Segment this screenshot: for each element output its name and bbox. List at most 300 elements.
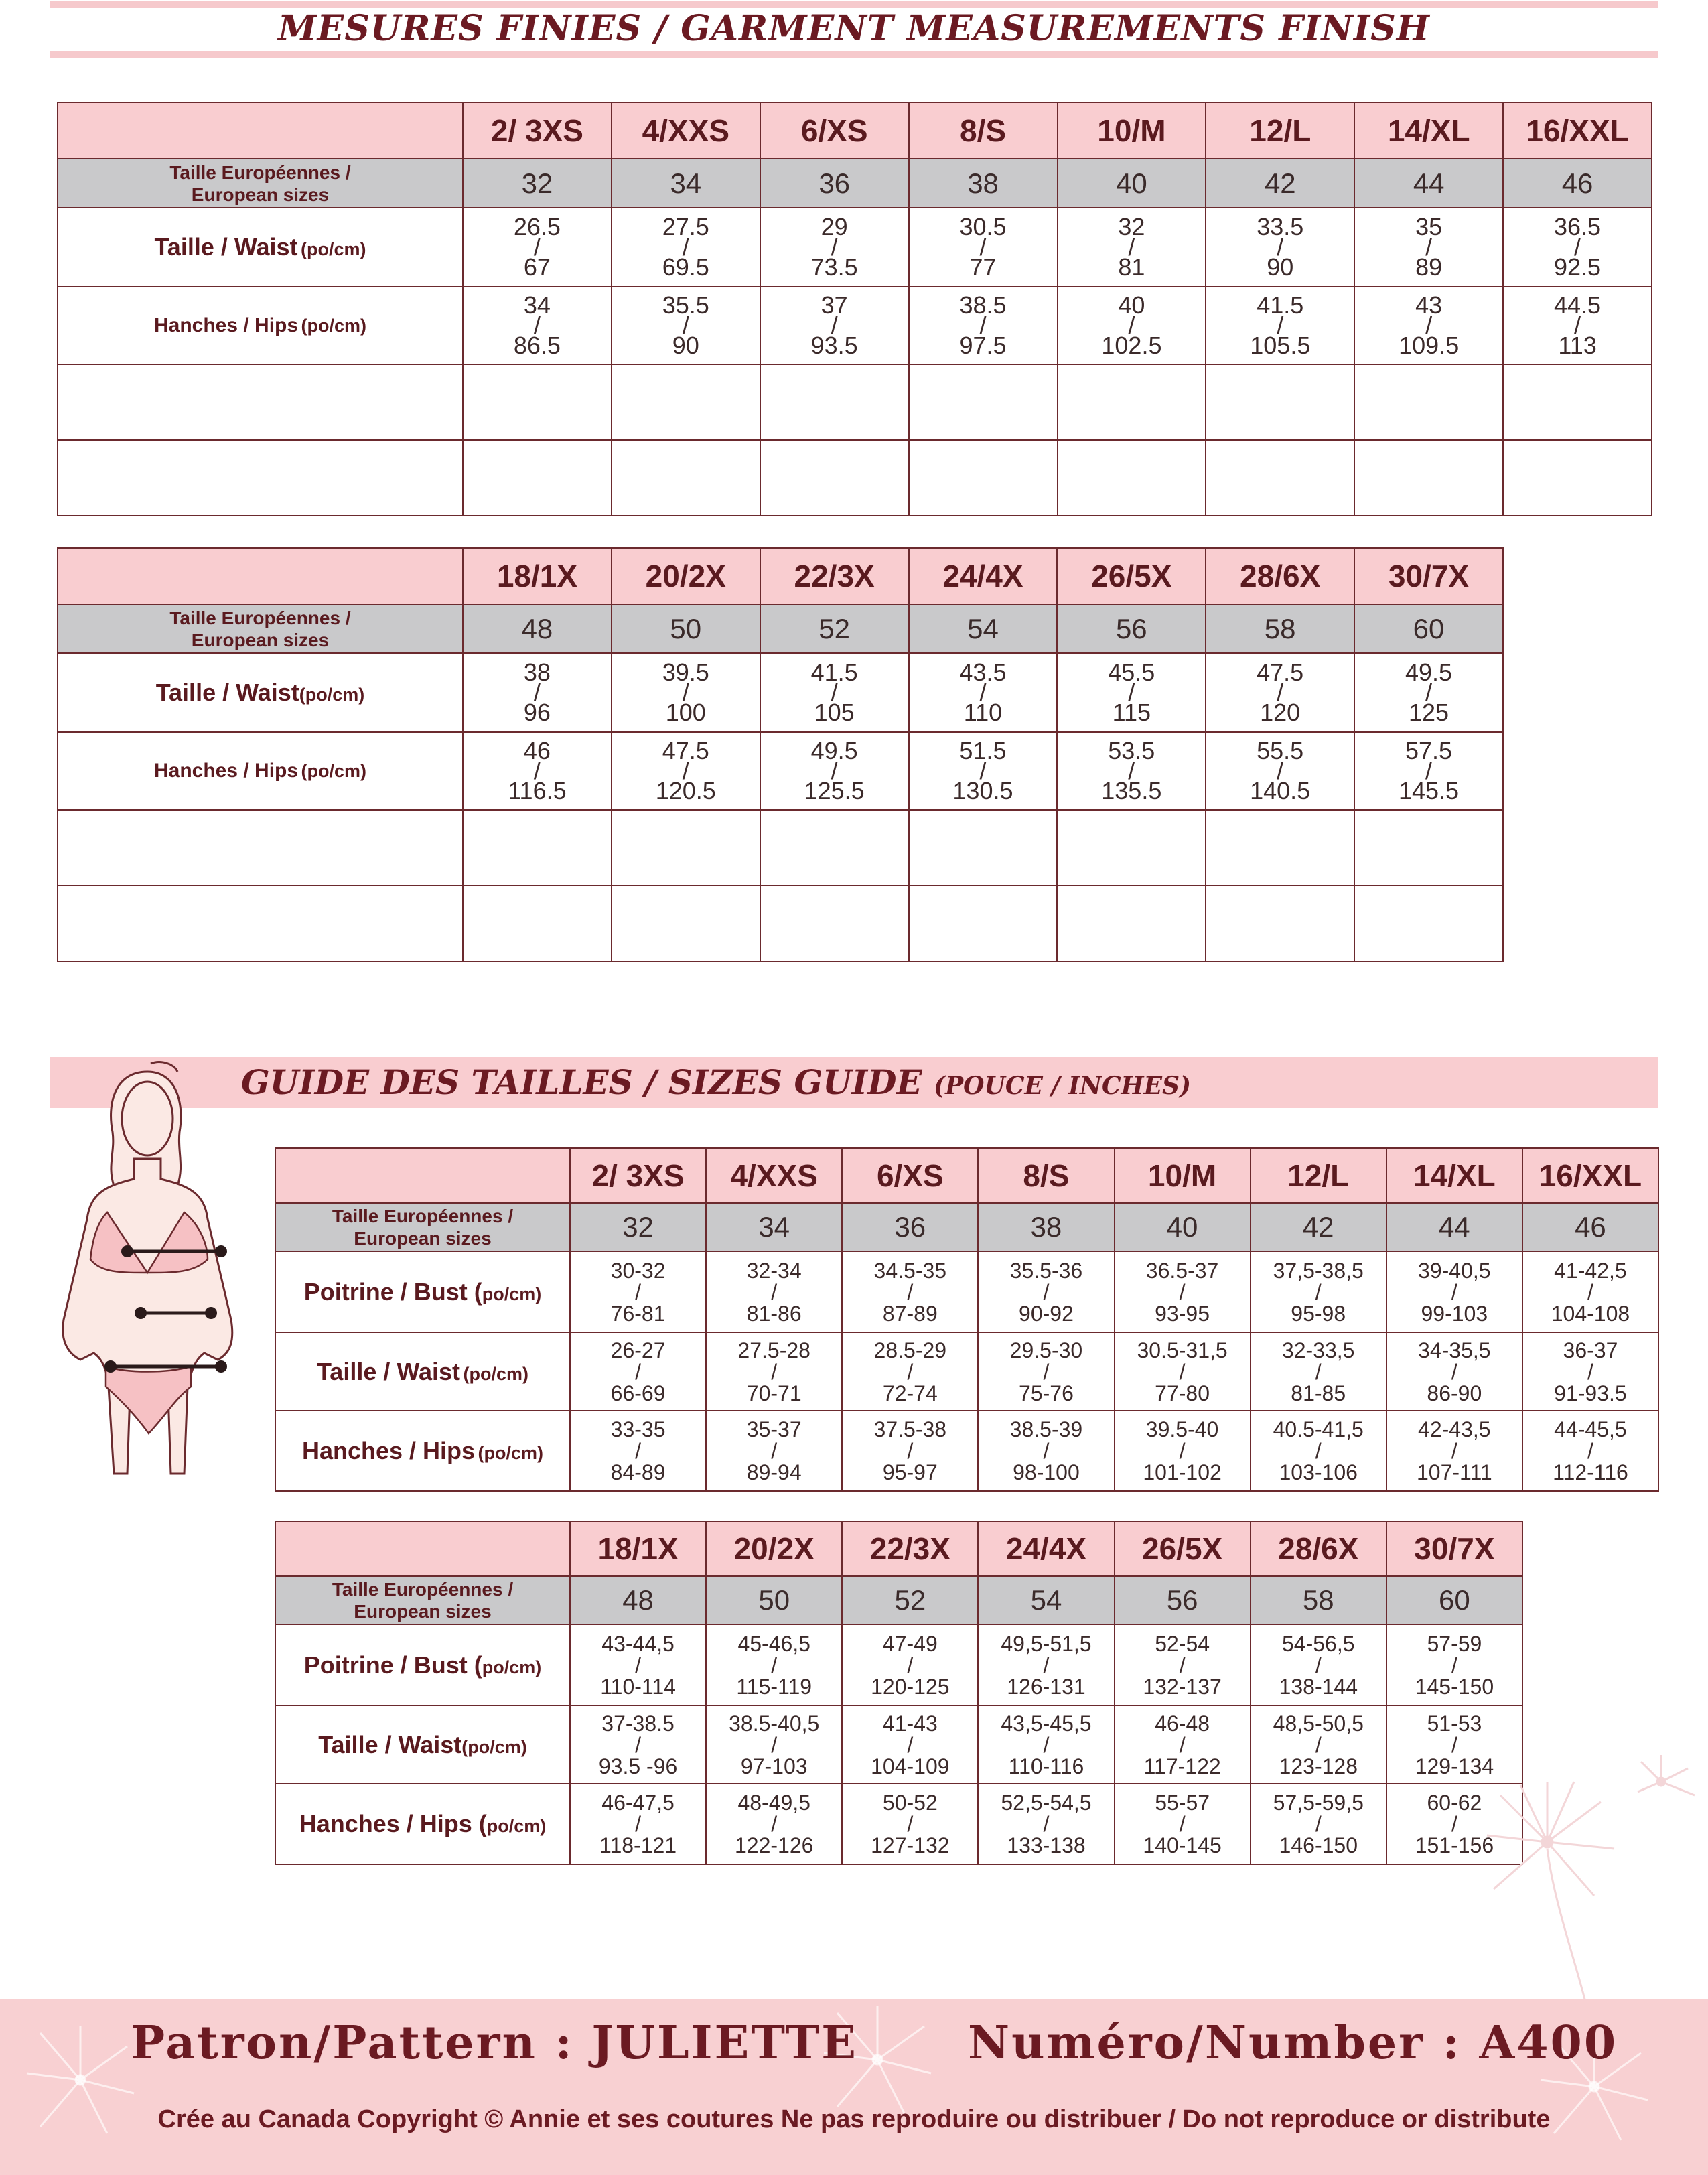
hips-cell bbox=[706, 1411, 842, 1491]
eu-size-cell: 38 bbox=[978, 1203, 1114, 1251]
value-bottom: 95-98 bbox=[1291, 1301, 1346, 1326]
value-separator: / bbox=[635, 1439, 641, 1463]
value-bottom: 132-137 bbox=[1143, 1674, 1222, 1699]
value-separator: / bbox=[682, 233, 689, 261]
value-separator: / bbox=[1587, 1359, 1593, 1384]
size-header: 22/3X bbox=[760, 548, 909, 604]
size-header: 18/1X bbox=[463, 548, 612, 604]
waist-label: Taille / Waist (po/cm) bbox=[275, 1332, 570, 1411]
size-header: 2/ 3XS bbox=[463, 102, 612, 159]
value-top: 54-56,5 bbox=[1282, 1631, 1355, 1656]
size-header: 16/XXL bbox=[1503, 102, 1652, 159]
value-bottom: 140-145 bbox=[1143, 1833, 1222, 1857]
empty-cell bbox=[1206, 886, 1354, 961]
size-header: 24/4X bbox=[909, 548, 1058, 604]
size-header: 6/XS bbox=[760, 102, 909, 159]
value-bottom: 95-97 bbox=[882, 1460, 938, 1484]
value-separator: / bbox=[1315, 1812, 1322, 1836]
value-bottom: 138-144 bbox=[1279, 1674, 1358, 1699]
value-top: 57,5-59,5 bbox=[1273, 1791, 1364, 1815]
empty-cell bbox=[1057, 886, 1206, 961]
value-top: 47.5 bbox=[662, 737, 709, 764]
value-top: 39.5-40 bbox=[1145, 1417, 1219, 1442]
empty-cell bbox=[612, 886, 760, 961]
value-separator: / bbox=[1179, 1732, 1186, 1757]
value-bottom: 87-89 bbox=[882, 1301, 938, 1326]
value-bottom: 90-92 bbox=[1019, 1301, 1074, 1326]
waist-cell bbox=[1251, 1705, 1386, 1784]
empty-cell bbox=[760, 440, 909, 516]
value-separator: / bbox=[831, 311, 838, 339]
empty-cell bbox=[909, 810, 1058, 886]
value-top: 27.5 bbox=[662, 213, 709, 240]
copyright-notice: Crée au Canada Copyright © Annie et ses coutures Ne pas reproduire ou distribuer / Do not reproduce or distribute bbox=[157, 2105, 1551, 2133]
value-bottom: 123-128 bbox=[1279, 1754, 1358, 1778]
value-separator: / bbox=[907, 1653, 914, 1677]
value-top: 55.5 bbox=[1257, 737, 1304, 764]
hips-cell bbox=[760, 732, 909, 810]
value-separator: / bbox=[771, 1653, 778, 1677]
value-separator: / bbox=[1315, 1653, 1322, 1677]
empty-cell bbox=[1206, 364, 1354, 440]
eu-size-cell: 42 bbox=[1206, 159, 1354, 208]
value-top: 26-27 bbox=[610, 1338, 666, 1362]
value-top: 37.5-38 bbox=[873, 1417, 947, 1442]
hips-cell bbox=[1115, 1411, 1251, 1491]
value-top: 43,5-45,5 bbox=[1001, 1711, 1092, 1736]
eu-size-cell: 60 bbox=[1354, 604, 1503, 653]
page-title: MESURES FINIES / GARMENT MEASUREMENTS FINISH bbox=[278, 8, 1430, 49]
empty-cell bbox=[463, 810, 612, 886]
hips-label: Hanches / Hips (po/cm) bbox=[275, 1411, 570, 1491]
waist-cell bbox=[1354, 653, 1503, 732]
top-rule-2 bbox=[50, 51, 1658, 58]
hips-cell bbox=[463, 732, 612, 810]
value-top: 43 bbox=[1415, 291, 1443, 319]
bust-cell bbox=[978, 1624, 1114, 1705]
value-separator: / bbox=[771, 1732, 778, 1757]
hips-label: Hanches / Hips (po/cm) bbox=[58, 287, 463, 364]
hips-label: Hanches / Hips (po/cm) bbox=[275, 1784, 570, 1864]
hips-cell bbox=[1251, 1784, 1386, 1864]
value-top: 43-44,5 bbox=[601, 1631, 674, 1656]
value-separator: / bbox=[1277, 233, 1284, 261]
size-header: 30/7X bbox=[1386, 1521, 1522, 1576]
value-bottom: 93.5 bbox=[810, 332, 858, 359]
guide-table-1 bbox=[275, 1147, 1659, 1492]
value-bottom: 107-111 bbox=[1416, 1460, 1492, 1484]
value-separator: / bbox=[1451, 1279, 1457, 1304]
value-top: 37 bbox=[821, 291, 848, 319]
empty-cell bbox=[1206, 810, 1354, 886]
value-separator: / bbox=[771, 1359, 778, 1384]
value-bottom: 115-119 bbox=[736, 1674, 812, 1699]
size-header: 20/2X bbox=[706, 1521, 842, 1576]
value-bottom: 125 bbox=[1408, 699, 1449, 726]
value-separator: / bbox=[1179, 1653, 1186, 1677]
value-separator: / bbox=[1043, 1653, 1050, 1677]
value-bottom: 97-103 bbox=[740, 1754, 808, 1778]
value-bottom: 112-116 bbox=[1553, 1460, 1628, 1484]
value-separator: / bbox=[1277, 679, 1284, 706]
value-separator: / bbox=[1179, 1812, 1186, 1836]
value-top: 55-57 bbox=[1155, 1791, 1210, 1815]
size-header: 8/S bbox=[978, 1148, 1114, 1203]
size-header: 26/5X bbox=[1057, 548, 1206, 604]
size-header: 26/5X bbox=[1115, 1521, 1251, 1576]
dandelion-decoration bbox=[1373, 1755, 1708, 2010]
pattern-number: Numéro/Number : A400 bbox=[968, 2016, 1618, 2070]
value-separator: / bbox=[907, 1439, 914, 1463]
eu-size-cell: 52 bbox=[842, 1576, 978, 1624]
value-separator: / bbox=[1315, 1439, 1322, 1463]
value-top: 49.5 bbox=[810, 737, 858, 764]
size-header: 10/M bbox=[1115, 1148, 1251, 1203]
value-top: 35.5-36 bbox=[1009, 1258, 1083, 1283]
header-corner bbox=[275, 1148, 570, 1203]
bust-cell bbox=[1115, 1251, 1251, 1332]
bust-cell bbox=[1115, 1624, 1251, 1705]
value-top: 38.5-39 bbox=[1009, 1417, 1083, 1442]
value-top: 49,5-51,5 bbox=[1001, 1631, 1092, 1656]
value-separator: / bbox=[1128, 679, 1135, 706]
bust-cell bbox=[1251, 1624, 1386, 1705]
value-top: 44.5 bbox=[1554, 291, 1602, 319]
hips-cell bbox=[1354, 732, 1503, 810]
value-separator: / bbox=[907, 1732, 914, 1757]
empty-row-label bbox=[58, 440, 463, 516]
size-header: 28/6X bbox=[1206, 548, 1354, 604]
value-top: 36-37 bbox=[1563, 1338, 1618, 1362]
bust-cell bbox=[1386, 1624, 1522, 1705]
waist-cell bbox=[760, 653, 909, 732]
value-bottom: 145.5 bbox=[1398, 777, 1460, 804]
value-separator: / bbox=[1425, 679, 1432, 706]
waist-cell bbox=[1206, 208, 1354, 287]
value-top: 49.5 bbox=[1405, 658, 1453, 686]
value-separator: / bbox=[1315, 1279, 1322, 1304]
value-separator: / bbox=[1451, 1732, 1457, 1757]
value-top: 57-59 bbox=[1427, 1631, 1482, 1656]
value-bottom: 130.5 bbox=[952, 777, 1013, 804]
value-top: 34 bbox=[523, 291, 551, 319]
waist-cell bbox=[1115, 1332, 1251, 1411]
value-bottom: 116.5 bbox=[508, 777, 567, 804]
value-bottom: 99-103 bbox=[1421, 1301, 1488, 1326]
waist-cell bbox=[570, 1705, 706, 1784]
empty-cell bbox=[760, 886, 909, 961]
hips-cell bbox=[909, 287, 1058, 364]
value-separator: / bbox=[682, 757, 689, 784]
value-separator: / bbox=[979, 311, 987, 339]
value-bottom: 72-74 bbox=[882, 1381, 938, 1405]
empty-row-label bbox=[58, 364, 463, 440]
waist-cell bbox=[612, 653, 760, 732]
value-bottom: 69.5 bbox=[662, 253, 709, 281]
size-header: 2/ 3XS bbox=[570, 1148, 706, 1203]
hips-cell bbox=[706, 1784, 842, 1864]
value-separator: / bbox=[979, 679, 987, 706]
waist-cell bbox=[1206, 653, 1354, 732]
finished-table-1 bbox=[57, 102, 1652, 516]
empty-cell bbox=[909, 886, 1058, 961]
value-separator: / bbox=[1128, 311, 1135, 339]
value-separator: / bbox=[1277, 311, 1284, 339]
eu-size-cell: 34 bbox=[612, 159, 760, 208]
value-top: 57.5 bbox=[1405, 737, 1453, 764]
eu-size-cell: 32 bbox=[463, 159, 612, 208]
value-bottom: 97.5 bbox=[959, 332, 1007, 359]
value-bottom: 109.5 bbox=[1399, 332, 1460, 359]
size-header: 12/L bbox=[1206, 102, 1354, 159]
value-bottom: 100 bbox=[665, 699, 706, 726]
size-header: 12/L bbox=[1251, 1148, 1386, 1203]
hips-cell bbox=[842, 1411, 978, 1491]
empty-cell bbox=[760, 810, 909, 886]
value-separator: / bbox=[831, 679, 838, 706]
empty-cell bbox=[612, 810, 760, 886]
eu-size-cell: 56 bbox=[1115, 1576, 1251, 1624]
header-corner bbox=[275, 1521, 570, 1576]
value-top: 35.5 bbox=[662, 291, 709, 319]
value-bottom: 89 bbox=[1415, 253, 1443, 281]
value-bottom: 81-86 bbox=[746, 1301, 802, 1326]
value-top: 33-35 bbox=[610, 1417, 666, 1442]
value-top: 45.5 bbox=[1108, 658, 1155, 686]
value-separator: / bbox=[533, 311, 541, 339]
value-top: 30.5 bbox=[959, 213, 1007, 240]
size-header: 22/3X bbox=[842, 1521, 978, 1576]
value-bottom: 98-100 bbox=[1013, 1460, 1080, 1484]
hips-cell bbox=[1206, 287, 1354, 364]
empty-cell bbox=[1354, 810, 1503, 886]
pattern-name: Patron/Pattern : JULIETTE bbox=[131, 2016, 858, 2070]
value-top: 40 bbox=[1118, 291, 1145, 319]
waist-cell bbox=[1354, 208, 1503, 287]
value-separator: / bbox=[1128, 757, 1135, 784]
empty-cell bbox=[1058, 364, 1206, 440]
value-top: 37-38.5 bbox=[601, 1711, 674, 1736]
value-bottom: 90 bbox=[1267, 253, 1294, 281]
value-separator: / bbox=[1179, 1279, 1186, 1304]
value-bottom: 140.5 bbox=[1250, 777, 1311, 804]
value-bottom: 125.5 bbox=[804, 777, 865, 804]
value-separator: / bbox=[635, 1732, 642, 1757]
size-header: 4/XXS bbox=[612, 102, 760, 159]
value-bottom: 101-102 bbox=[1143, 1460, 1222, 1484]
value-separator: / bbox=[533, 757, 541, 784]
empty-cell bbox=[463, 440, 612, 516]
empty-cell bbox=[1354, 886, 1503, 961]
waist-cell bbox=[1057, 653, 1206, 732]
empty-row-label bbox=[58, 810, 463, 886]
empty-cell bbox=[1206, 440, 1354, 516]
hips-cell bbox=[1057, 732, 1206, 810]
empty-cell bbox=[1503, 364, 1652, 440]
value-bottom: 113 bbox=[1558, 332, 1597, 359]
value-top: 30-32 bbox=[610, 1258, 666, 1283]
value-bottom: 93.5 -96 bbox=[598, 1754, 678, 1778]
value-top: 41.5 bbox=[810, 658, 858, 686]
empty-cell bbox=[463, 886, 612, 961]
eu-size-cell: 50 bbox=[612, 604, 760, 653]
value-bottom: 70-71 bbox=[746, 1381, 802, 1405]
bust-cell bbox=[706, 1251, 842, 1332]
header-corner bbox=[58, 548, 463, 604]
value-separator: / bbox=[1587, 1279, 1593, 1304]
value-top: 43.5 bbox=[959, 658, 1007, 686]
value-bottom: 90 bbox=[672, 332, 699, 359]
eu-size-cell: 38 bbox=[909, 159, 1058, 208]
value-bottom: 76-81 bbox=[610, 1301, 666, 1326]
eu-sizes-label: Taille Européennes / European sizes bbox=[58, 159, 463, 208]
waist-cell bbox=[706, 1332, 842, 1411]
value-separator: / bbox=[1425, 757, 1432, 784]
value-bottom: 104-108 bbox=[1551, 1301, 1630, 1326]
waist-cell bbox=[909, 653, 1058, 732]
value-separator: / bbox=[831, 757, 838, 784]
hips-cell bbox=[570, 1411, 706, 1491]
value-bottom: 117-122 bbox=[1143, 1754, 1221, 1778]
waist-cell bbox=[463, 208, 612, 287]
hips-cell bbox=[612, 287, 760, 364]
value-top: 44-45,5 bbox=[1554, 1417, 1627, 1442]
value-top: 53.5 bbox=[1108, 737, 1155, 764]
hips-cell bbox=[1058, 287, 1206, 364]
value-top: 32-34 bbox=[746, 1258, 802, 1283]
bust-cell bbox=[842, 1251, 978, 1332]
value-top: 52-54 bbox=[1155, 1631, 1210, 1656]
eu-size-cell: 48 bbox=[463, 604, 612, 653]
empty-cell bbox=[612, 440, 760, 516]
eu-size-cell: 46 bbox=[1503, 159, 1652, 208]
bust-label: Poitrine / Bust (po/cm) bbox=[275, 1624, 570, 1705]
value-top: 47.5 bbox=[1257, 658, 1304, 686]
waist-label: Taille / Waist (po/cm) bbox=[58, 208, 463, 287]
value-top: 46-47,5 bbox=[601, 1791, 674, 1815]
empty-cell bbox=[612, 364, 760, 440]
value-separator: / bbox=[1574, 311, 1581, 339]
value-bottom: 66-69 bbox=[610, 1381, 666, 1405]
eu-size-cell: 44 bbox=[1354, 159, 1503, 208]
empty-cell bbox=[909, 364, 1058, 440]
value-bottom: 105 bbox=[814, 699, 855, 726]
bust-cell bbox=[1386, 1251, 1522, 1332]
value-separator: / bbox=[1315, 1732, 1322, 1757]
value-separator: / bbox=[979, 757, 987, 784]
value-bottom: 104-109 bbox=[871, 1754, 950, 1778]
bust-cell bbox=[1522, 1251, 1658, 1332]
value-separator: / bbox=[1128, 233, 1135, 261]
eu-size-cell: 58 bbox=[1206, 604, 1354, 653]
value-bottom: 96 bbox=[523, 699, 551, 726]
size-header: 6/XS bbox=[842, 1148, 978, 1203]
empty-row-label bbox=[58, 886, 463, 961]
waist-cell bbox=[842, 1705, 978, 1784]
empty-cell bbox=[760, 364, 909, 440]
top-rule-1 bbox=[50, 1, 1658, 8]
value-bottom: 77 bbox=[969, 253, 997, 281]
size-header: 14/XL bbox=[1386, 1148, 1522, 1203]
value-top: 48,5-50,5 bbox=[1273, 1711, 1364, 1736]
value-bottom: 105.5 bbox=[1250, 332, 1311, 359]
waist-cell bbox=[706, 1705, 842, 1784]
hips-cell bbox=[463, 287, 612, 364]
value-bottom: 115 bbox=[1112, 699, 1151, 726]
value-top: 42-43,5 bbox=[1418, 1417, 1491, 1442]
value-top: 35 bbox=[1415, 213, 1443, 240]
waist-cell bbox=[1251, 1332, 1386, 1411]
value-bottom: 151-156 bbox=[1415, 1833, 1494, 1857]
value-bottom: 86-90 bbox=[1427, 1381, 1482, 1405]
bust-cell bbox=[842, 1624, 978, 1705]
value-bottom: 75-76 bbox=[1019, 1381, 1074, 1405]
value-bottom: 135.5 bbox=[1101, 777, 1162, 804]
value-separator: / bbox=[1451, 1812, 1457, 1836]
value-bottom: 146-150 bbox=[1279, 1833, 1358, 1857]
value-top: 45-46,5 bbox=[737, 1631, 810, 1656]
eu-size-cell: 32 bbox=[570, 1203, 706, 1251]
value-bottom: 145-150 bbox=[1415, 1674, 1494, 1699]
hips-cell bbox=[1354, 287, 1503, 364]
value-top: 38.5 bbox=[959, 291, 1007, 319]
value-top: 50-52 bbox=[882, 1791, 938, 1815]
bust-cell bbox=[570, 1251, 706, 1332]
value-bottom: 120.5 bbox=[655, 777, 716, 804]
value-bottom: 110 bbox=[963, 699, 1003, 726]
value-separator: / bbox=[635, 1812, 642, 1836]
value-separator: / bbox=[1425, 233, 1433, 261]
hips-label: Hanches / Hips (po/cm) bbox=[58, 732, 463, 810]
size-header: 30/7X bbox=[1354, 548, 1503, 604]
value-separator: / bbox=[771, 1439, 778, 1463]
value-bottom: 81-85 bbox=[1291, 1381, 1346, 1405]
bust-cell bbox=[1251, 1251, 1386, 1332]
value-separator: / bbox=[1451, 1653, 1457, 1677]
hips-cell bbox=[1503, 287, 1652, 364]
waist-cell bbox=[570, 1332, 706, 1411]
eu-sizes-label: Taille Européennes / European sizes bbox=[275, 1576, 570, 1624]
value-top: 36.5-37 bbox=[1145, 1258, 1219, 1283]
value-top: 39.5 bbox=[662, 658, 709, 686]
value-bottom: 120 bbox=[1260, 699, 1301, 726]
value-top: 38.5-40,5 bbox=[729, 1711, 820, 1736]
hips-cell bbox=[570, 1784, 706, 1864]
value-bottom: 122-126 bbox=[734, 1833, 814, 1857]
value-separator: / bbox=[635, 1359, 641, 1384]
value-bottom: 127-132 bbox=[871, 1833, 950, 1857]
value-separator: / bbox=[1277, 757, 1284, 784]
value-separator: / bbox=[1574, 233, 1581, 261]
eu-size-cell: 50 bbox=[706, 1576, 842, 1624]
size-header: 8/S bbox=[909, 102, 1058, 159]
value-separator: / bbox=[682, 311, 689, 339]
finished-table-2 bbox=[57, 547, 1504, 962]
waist-cell bbox=[1503, 208, 1652, 287]
size-header: 28/6X bbox=[1251, 1521, 1386, 1576]
body-figure-illustration bbox=[40, 1058, 261, 1487]
eu-sizes-label: Taille Européennes / European sizes bbox=[275, 1203, 570, 1251]
hips-cell bbox=[1115, 1784, 1251, 1864]
value-separator: / bbox=[635, 1279, 641, 1304]
eu-size-cell: 58 bbox=[1251, 1576, 1386, 1624]
waist-cell bbox=[978, 1332, 1114, 1411]
value-separator: / bbox=[533, 233, 541, 261]
value-top: 60-62 bbox=[1427, 1791, 1482, 1815]
value-top: 41.5 bbox=[1257, 291, 1304, 319]
value-bottom: 73.5 bbox=[810, 253, 858, 281]
value-separator: / bbox=[1179, 1359, 1186, 1384]
